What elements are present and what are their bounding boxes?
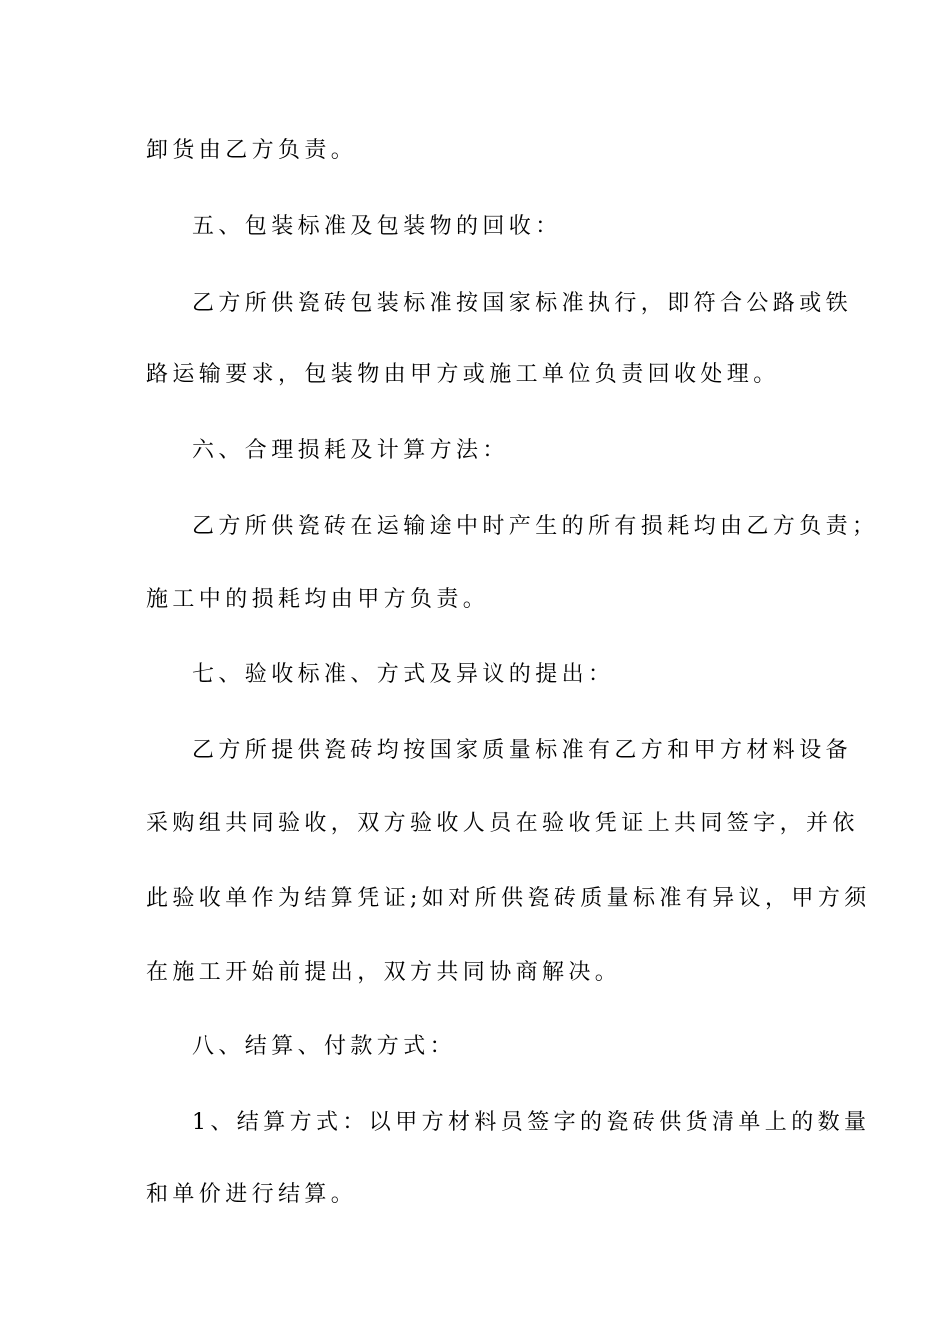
paragraph-line: 和单价进行结算。	[146, 1182, 358, 1207]
paragraph-line: 卸货由乙方负责。	[146, 138, 358, 163]
paragraph-line: 此验收单作为结算凭证;如对所供瓷砖质量标准有异议，甲方须	[146, 886, 871, 911]
paragraph-line: 采购组共同验收，双方验收人员在验收凭证上共同签字，并依	[146, 811, 859, 836]
section-heading-5: 五、包装标准及包装物的回收：	[192, 214, 562, 239]
paragraph-line: 乙方所供瓷砖包装标准按国家标准执行，即符合公路或铁	[192, 291, 853, 316]
paragraph-line: 路运输要求，包装物由甲方或施工单位负责回收处理。	[146, 362, 780, 387]
paragraph-line: 乙方所提供瓷砖均按国家质量标准有乙方和甲方材料设备	[192, 738, 853, 763]
paragraph-line: 1、结算方式：以甲方材料员签字的瓷砖供货清单上的数量	[192, 1110, 871, 1135]
section-heading-7: 七、验收标准、方式及异议的提出：	[192, 662, 615, 687]
section-heading-6: 六、合理损耗及计算方法：	[192, 438, 509, 463]
paragraph-line: 在施工开始前提出，双方共同协商解决。	[146, 960, 622, 985]
section-heading-8: 八、结算、付款方式：	[192, 1034, 457, 1059]
paragraph-line: 施工中的损耗均由甲方负责。	[146, 587, 490, 612]
paragraph-line: 乙方所供瓷砖在运输途中时产生的所有损耗均由乙方负责；	[192, 514, 879, 539]
